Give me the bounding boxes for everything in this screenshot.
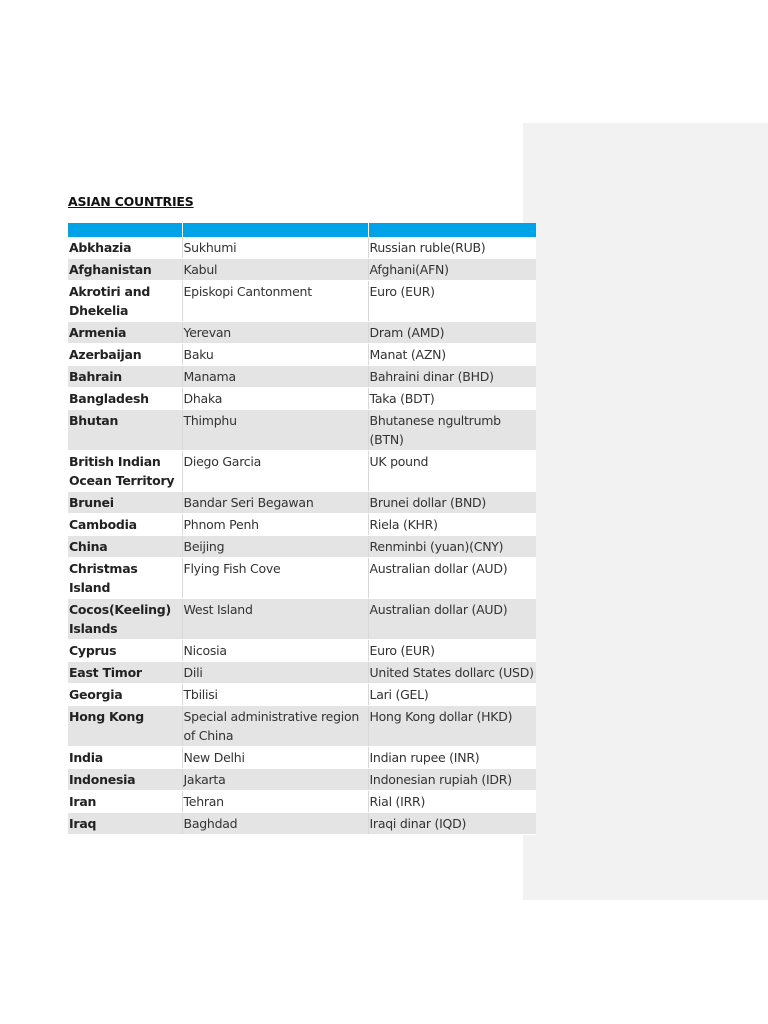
header-cell-currency <box>368 223 536 237</box>
currency-cell: Renminbi (yuan)(CNY) <box>368 536 536 558</box>
table-row <box>68 599 536 640</box>
currency-cell: Australian dollar (AUD) <box>368 599 536 640</box>
country-cell: Abkhazia <box>68 237 182 259</box>
country-cell: Akrotiri and Dhekelia <box>68 281 182 322</box>
capital-cell: Phnom Penh <box>182 514 368 536</box>
capital-cell: Sukhumi <box>182 237 368 259</box>
table-row <box>68 344 536 366</box>
table-row <box>68 813 536 835</box>
capital-cell: Flying Fish Cove <box>182 558 368 599</box>
table-row <box>68 366 536 388</box>
currency-cell: Taka (BDT) <box>368 388 536 410</box>
capital-cell: Baghdad <box>182 813 368 835</box>
currency-cell: UK pound <box>368 451 536 492</box>
capital-cell: West Island <box>182 599 368 640</box>
country-cell: Cocos(Keeling) Islands <box>68 599 182 640</box>
country-cell: Cambodia <box>68 514 182 536</box>
country-cell: Cyprus <box>68 640 182 662</box>
country-cell: Iran <box>68 791 182 813</box>
currency-cell: Brunei dollar (BND) <box>368 492 536 514</box>
currency-cell: Euro (EUR) <box>368 281 536 322</box>
capital-cell: Baku <box>182 344 368 366</box>
country-cell: Christmas Island <box>68 558 182 599</box>
table-row <box>68 769 536 791</box>
country-cell: Afghanistan <box>68 259 182 281</box>
capital-cell: Kabul <box>182 259 368 281</box>
currency-cell: Indonesian rupiah (IDR) <box>368 769 536 791</box>
table-row <box>68 536 536 558</box>
capital-cell: Diego Garcia <box>182 451 368 492</box>
table-row <box>68 451 536 492</box>
table-row <box>68 514 536 536</box>
table-row <box>68 791 536 813</box>
table-header-row <box>68 223 536 237</box>
asian-countries-table <box>68 223 536 835</box>
currency-cell: Lari (GEL) <box>368 684 536 706</box>
document-title: ASIAN COUNTRIES <box>68 194 194 209</box>
table-row <box>68 259 536 281</box>
currency-cell: Iraqi dinar (IQD) <box>368 813 536 835</box>
table-row <box>68 558 536 599</box>
currency-cell: Bhutanese ngultrumb (BTN) <box>368 410 536 451</box>
capital-cell: Tbilisi <box>182 684 368 706</box>
capital-cell: Dili <box>182 662 368 684</box>
currency-cell: Riela (KHR) <box>368 514 536 536</box>
table-row <box>68 410 536 451</box>
header-cell-country <box>68 223 182 237</box>
country-cell: Hong Kong <box>68 706 182 747</box>
table-row <box>68 662 536 684</box>
country-cell: British Indian Ocean Territory <box>68 451 182 492</box>
header-cell-capital <box>182 223 368 237</box>
country-cell: Brunei <box>68 492 182 514</box>
comment-pane <box>523 123 768 900</box>
capital-cell: Manama <box>182 366 368 388</box>
table-row <box>68 706 536 747</box>
table-row <box>68 237 536 259</box>
currency-cell: United States dollarc (USD) <box>368 662 536 684</box>
table-row <box>68 492 536 514</box>
table-body <box>68 237 536 835</box>
currency-cell: Australian dollar (AUD) <box>368 558 536 599</box>
country-cell: Azerbaijan <box>68 344 182 366</box>
currency-cell: Euro (EUR) <box>368 640 536 662</box>
currency-cell: Afghani(AFN) <box>368 259 536 281</box>
country-cell: China <box>68 536 182 558</box>
capital-cell: Dhaka <box>182 388 368 410</box>
currency-cell: Dram (AMD) <box>368 322 536 344</box>
table-row <box>68 640 536 662</box>
capital-cell: Yerevan <box>182 322 368 344</box>
table-row <box>68 281 536 322</box>
capital-cell: Special administrative region of China <box>182 706 368 747</box>
table-row <box>68 747 536 769</box>
currency-cell: Russian ruble(RUB) <box>368 237 536 259</box>
country-cell: Georgia <box>68 684 182 706</box>
capital-cell: Thimphu <box>182 410 368 451</box>
table-row <box>68 388 536 410</box>
currency-cell: Bahraini dinar (BHD) <box>368 366 536 388</box>
country-cell: East Timor <box>68 662 182 684</box>
country-cell: India <box>68 747 182 769</box>
capital-cell: Episkopi Cantonment <box>182 281 368 322</box>
currency-cell: Manat (AZN) <box>368 344 536 366</box>
country-cell: Bangladesh <box>68 388 182 410</box>
country-cell: Armenia <box>68 322 182 344</box>
currency-cell: Rial (IRR) <box>368 791 536 813</box>
country-cell: Bhutan <box>68 410 182 451</box>
capital-cell: Beijing <box>182 536 368 558</box>
capital-cell: Jakarta <box>182 769 368 791</box>
capital-cell: Nicosia <box>182 640 368 662</box>
table-row <box>68 322 536 344</box>
currency-cell: Indian rupee (INR) <box>368 747 536 769</box>
currency-cell: Hong Kong dollar (HKD) <box>368 706 536 747</box>
capital-cell: Tehran <box>182 791 368 813</box>
capital-cell: New Delhi <box>182 747 368 769</box>
table-row <box>68 684 536 706</box>
country-cell: Bahrain <box>68 366 182 388</box>
country-cell: Indonesia <box>68 769 182 791</box>
capital-cell: Bandar Seri Begawan <box>182 492 368 514</box>
country-cell: Iraq <box>68 813 182 835</box>
